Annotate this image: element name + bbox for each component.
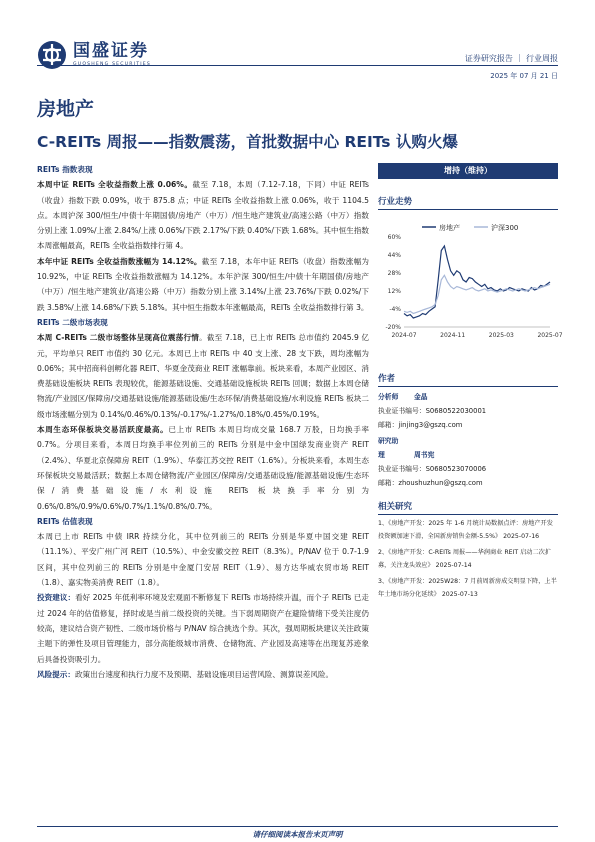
logo-cn: 国盛证券 xyxy=(73,41,149,61)
chart-legend xyxy=(422,223,518,232)
main-body xyxy=(37,162,369,682)
analyst-email[interactable]: 邮箱：jinjing3@gszq.com xyxy=(378,421,463,429)
report-date: 2025 年 07 月 21 日 xyxy=(490,72,558,80)
authors-heading: 作者 xyxy=(378,372,558,387)
y-axis xyxy=(385,234,401,331)
legend-label-a: 房地产 xyxy=(439,224,460,232)
paragraph-text: 已上市 REITs 本周日均成交量 168.7 万股，日均换手率 0.7%。分项目来看，本周日均换手率位列前三的 REITs 分别是中金中国绿发商业资产 REIT（2.4%）、华夏北京保障房 REIT（1.9%）、华泰江苏交控 REIT（1.6%）。分板块来看，本周生态环保板块交易最活跃；数据上本周仓储物流/产业园区/保障房/交通基础设施/能源基础设施/生态环保/消费基础设施/水利设施 REITs 板块换手率分别为 0.6%/0.8%/0.9%/0.6%/0.7%/1.1%/0.8%/0.7%。 xyxy=(37,425,369,511)
y-tick-label: -20% xyxy=(385,324,401,331)
paragraph-text: 截至 7.18，本周（7.12-7.18，下同）中证 REITs（收盘）指数下跌 0.09%，收于 875.8 点；中证 REITs 全收益指数上涨 0.06%，收于 1104.5 点。本周沪深 300/恒生/中债十年期国债/房地产（中万）/恒生地产建筑业/高速公路（中万）指数分别上涨 1.09%/上涨 2.84%/上涨 0.06%/下跌 2.17%/下跌 0.40%/下跌 1.68%。其中恒生指数本周涨幅最高，REITs 全收益指数排行第 4。 xyxy=(37,180,369,251)
related-item[interactable]: 2、《房地产开发：C-REITs 周报——华润商业 REIT 启动二次扩募，关注龙头效应》 2025-07-14 xyxy=(378,549,552,569)
related-item[interactable]: 1、《房地产开发：2025 年 1-6 月统计局数据点评：房地产开发投资额加速下滑，全国新房销售金额-5.5%》 2025-07-16 xyxy=(378,520,553,540)
paragraph-text: 。截至 7.18，已上市 REITs 总市值约 2045.9 亿元，平均单只 REIT 市值约 30 亿元。本周已上市 REITs 中 40 支上涨、28 支下跌，周均涨幅为 0.06%；其中招商科创孵化器 REIT、华夏金茂商业 REIT 涨幅靠前。板块来看，本周产业园区、消费基础设施板块 REITs 表现较优，能源基础设施、交通基础设施板块 REITs 回调；数据上本周仓储物流/产业园区/保障房/交通基础设施/能源基础设施/生态环保/消费基础设施/水利设施 REITs 板块二级市场涨幅分别为 0.14%/0.46%/0.13%/-0.17%/-1.27%/0.18%/0.45%/0.19%。 xyxy=(37,333,369,419)
paragraph xyxy=(37,177,369,253)
x-tick-label: 2024-07 xyxy=(391,332,417,339)
paragraph-lead: 本周中证 REITs 全收益指数上涨 0.06%。 xyxy=(37,180,193,190)
related-item[interactable]: 3、《房地产开发：2025W28：7 月前周新房成交明显下降，上半年土地市场分化延续》 2025-07-13 xyxy=(378,578,557,598)
paragraph-lead: 本年中证 REITs 全收益指数涨幅为 14.12%。 xyxy=(37,256,202,266)
section-heading: REITs 二级市场表现 xyxy=(37,317,108,327)
paragraph-text: 政策出台速度和执行力度不及预期、基础设施项目运营风险、测算误差风险。 xyxy=(74,669,334,679)
y-tick-label: -4% xyxy=(389,306,401,313)
y-tick-label: 28% xyxy=(387,270,401,277)
y-tick-label: 44% xyxy=(387,252,401,259)
y-tick-label: 12% xyxy=(387,288,401,295)
paragraph-lead: 本周生态环保板块交易活跃度最高。 xyxy=(37,425,169,435)
paragraph xyxy=(37,330,369,422)
analyst-cert: 执业证书编号：S0680522030001 xyxy=(378,407,487,415)
report-type: 证券研究报告 ｜ 行业周报 xyxy=(464,54,558,63)
rating-badge: 增持（维持） xyxy=(378,163,558,179)
related-list xyxy=(378,518,558,601)
section-heading: REITs 指数表现 xyxy=(37,165,93,174)
y-tick-label: 60% xyxy=(387,234,401,241)
paragraph xyxy=(37,590,369,666)
section-heading: REITs 估值表现 xyxy=(37,516,93,526)
trend-chart xyxy=(378,215,563,343)
series-line-a xyxy=(404,246,550,318)
chart-series xyxy=(404,246,550,318)
paragraph-text: 截至 7.18，本年中证 REITs（收盘）指数涨幅为 10.92%，中证 REITs 全收益指数涨幅为 14.12%。本年沪深 300/恒生/中债十年期国债/房地产（中万）/恒生地产建筑业/高速公路（中万）指数分别上涨 3.14%/上涨 23.76%/下跌 0.02%/下跌 3.58%/上涨 14.68%/下跌 5.18%。其中恒生指数本年涨幅最高，REITs 全收益指数排行第 3。 xyxy=(37,256,370,312)
x-tick-label: 2025-07 xyxy=(537,332,563,339)
analyst-block-2 xyxy=(378,434,558,490)
paragraph xyxy=(37,254,369,315)
header-divider xyxy=(37,65,558,66)
analyst-name: 周书宪 xyxy=(414,451,435,459)
analyst-name: 金晶 xyxy=(414,393,428,401)
footer-disclaimer: 请仔细阅读本报告末页声明 xyxy=(252,830,343,839)
analyst-email[interactable]: 邮箱：zhoushuzhun@gszq.com xyxy=(378,479,483,487)
paragraph: 本周已上市 REITs 中债 IRR 持续分化，其中位列前三的 REITs 分别是华夏中国交建 REIT（11.1%）、平安广州广河 REIT（10.5%）、中金安徽交控 REIT（8.3%）。P/NAV 位于 0.7-1.9 区间，其中位列前三的 REITs 分别是中金厦门安居 REIT（1.9）、易方达华威农贸市场 REIT（1.8）、嘉实物美消费 REIT（1.8）。 xyxy=(37,532,369,588)
trend-heading: 行业走势 xyxy=(378,195,558,210)
paragraph xyxy=(37,422,369,514)
paragraph-text: 看好 2025 年低利率环境及宏观面不断修复下 REITs 市场持续升温，而个子 REITs 已走过 2024 年的估值修复，择时或是当前二级投资的关键。当下弱周期资产在避险情绪下受关注度仍较高，建议结合资产韧性、二级市场价格与 P/NAV 综合挑选个券。其次，强周期板块建议关注政策主题下的弹性及项目管理能力，部分高能级城市消费、仓储物流、产业园及高速等在出现复苏迹象后具备投资吸引力。 xyxy=(37,593,370,664)
analyst-cert: 执业证书编号：S0680523070006 xyxy=(378,465,487,473)
analyst-label: 研究助理 xyxy=(378,437,399,459)
legend-label-b: 沪深300 xyxy=(491,224,519,232)
x-axis xyxy=(391,327,562,339)
x-tick-label: 2024-11 xyxy=(440,332,466,339)
x-tick-label: 2025-03 xyxy=(488,332,514,339)
footer-divider xyxy=(37,826,558,827)
sector-title: 房地产 xyxy=(37,98,95,120)
paragraph-lead: 投资建议： xyxy=(37,593,76,603)
related-heading: 相关研究 xyxy=(378,500,558,515)
paragraph-lead: 本周 C-REITs 二级市场整体呈现高位震荡行情 xyxy=(37,333,200,343)
paragraph xyxy=(37,667,369,682)
report-title: C-REITs 周报——指数震荡，首批数据中心 REITs 认购火爆 xyxy=(37,133,458,151)
series-line-b xyxy=(404,275,550,313)
analyst-block-1 xyxy=(378,390,558,432)
paragraph-lead: 风险提示： xyxy=(37,669,75,679)
analyst-label: 分析师 xyxy=(378,393,399,401)
